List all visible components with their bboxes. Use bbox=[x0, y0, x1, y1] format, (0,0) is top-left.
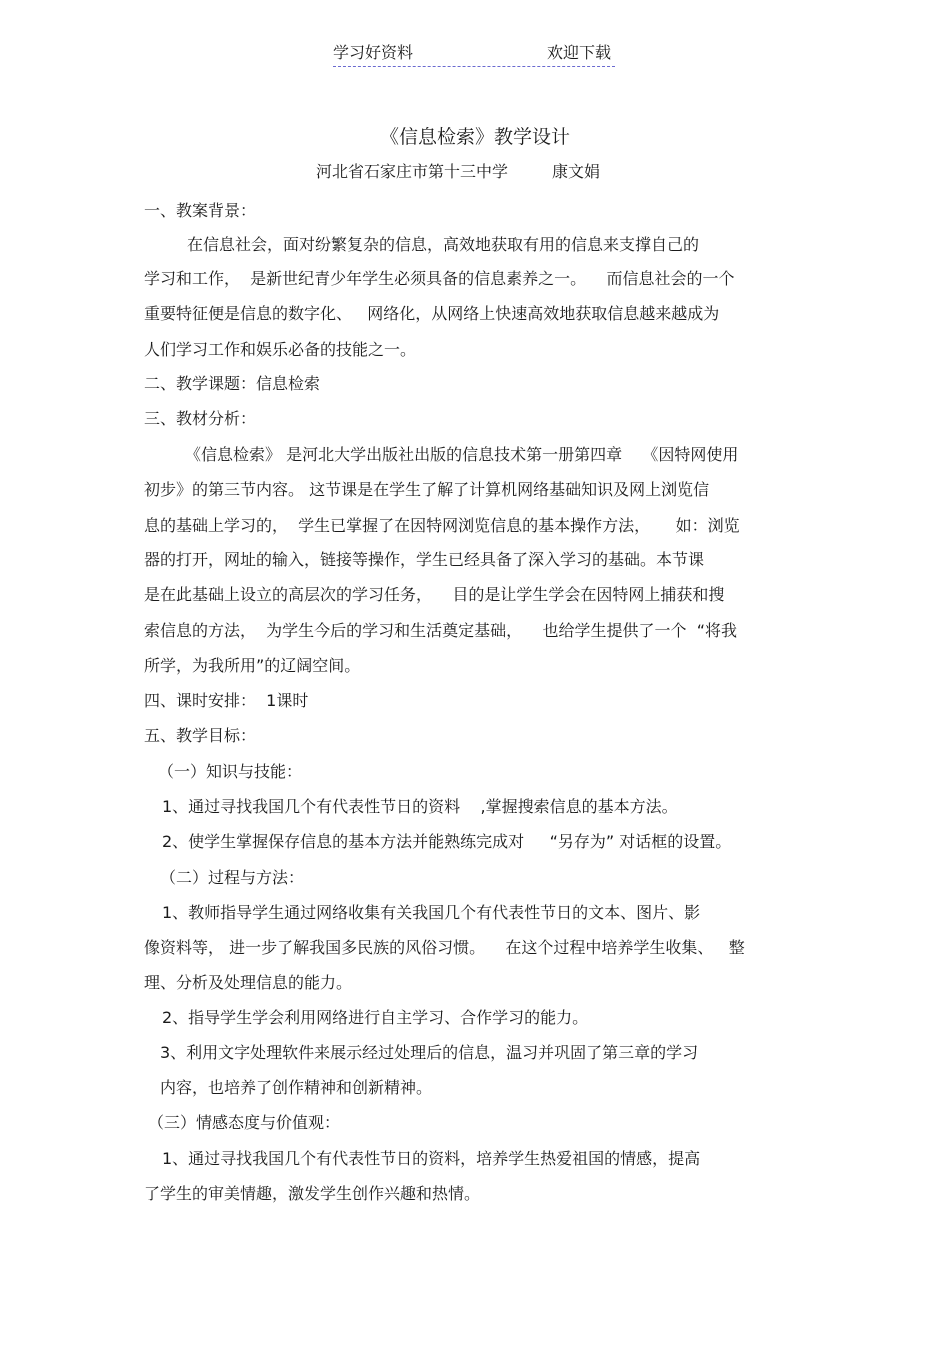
paragraph-line: 是在此基础上设立的高层次的学习任务， 目的是让学生学会在因特网上捕获和搜 bbox=[144, 585, 725, 604]
list-item: 1、通过寻找我国几个有代表性节日的资料，培养学生热爱祖国的情感，提高 bbox=[162, 1149, 701, 1168]
paragraph-line: 内容，也培养了创作精神和创新精神。 bbox=[160, 1078, 433, 1097]
author-name: 康文娟 bbox=[552, 162, 601, 181]
paragraph-line: 像资料等， 进一步了解我国多民族的风俗习惯。 在这个过程中培养学生收集、 整 bbox=[144, 938, 745, 957]
list-item: 1、教师指导学生通过网络收集有关我国几个有代表性节日的文本、图片、影 bbox=[162, 903, 701, 922]
paragraph-line: 初步》的第三节内容。 这节课是在学生了解了计算机网络基础知识及网上浏览信 bbox=[144, 480, 710, 499]
section-heading-objectives: 五、教学目标： bbox=[144, 726, 257, 745]
paragraph-line: 人们学习工作和娱乐必备的技能之一。 bbox=[144, 340, 417, 359]
list-item: 2、使学生掌握保存信息的基本方法并能熟练完成对 “另存为” 对话框的设置。 bbox=[162, 832, 732, 851]
paragraph-line: 索信息的方法， 为学生今后的学习和生活奠定基础， 也给学生提供了一个 “将我 bbox=[144, 621, 737, 640]
paragraph-line: 《信息检索》 是河北大学出版社出版的信息技术第一册第四章 《因特网使用 bbox=[185, 445, 739, 464]
paragraph-line: 重要特征便是信息的数字化、 网络化，从网络上快速高效地获取信息越来越成为 bbox=[144, 304, 720, 323]
subsection-heading: （三）情感态度与价值观： bbox=[148, 1113, 341, 1132]
page-header bbox=[333, 42, 615, 67]
header-left-text: 学习好资料 bbox=[333, 43, 414, 62]
paragraph-line: 了学生的审美情趣，激发学生创作兴趣和热情。 bbox=[144, 1184, 481, 1203]
paragraph-line: 息的基础上学习的， 学生已掌握了在因特网浏览信息的基本操作方法， 如：浏览 bbox=[144, 516, 740, 535]
list-item: 3、利用文字处理软件来展示经过处理后的信息，温习并巩固了第三章的学习 bbox=[160, 1043, 699, 1062]
section-heading-schedule: 四、课时安排： 1课时 bbox=[144, 691, 309, 710]
paragraph-line: 学习和工作， 是新世纪青少年学生必须具备的信息素养之一。 而信息社会的一个 bbox=[144, 269, 735, 288]
subsection-heading: （二）过程与方法： bbox=[160, 868, 305, 887]
paragraph-line: 理、分析及处理信息的能力。 bbox=[144, 973, 353, 992]
paragraph-line: 器的打开，网址的输入，链接等操作，学生已经具备了深入学习的基础。本节课 bbox=[144, 550, 705, 569]
document-title: 《信息检索》教学设计 bbox=[379, 126, 570, 148]
section-heading-analysis: 三、教材分析： bbox=[144, 409, 257, 428]
author-line bbox=[316, 160, 600, 184]
list-item: 1、通过寻找我国几个有代表性节日的资料 ,掌握搜索信息的基本方法。 bbox=[162, 797, 678, 816]
paragraph-line: 所学，为我所用”的辽阔空间。 bbox=[144, 656, 361, 675]
list-item: 2、指导学生学会利用网络进行自主学习、合作学习的能力。 bbox=[162, 1008, 589, 1027]
section-heading-topic: 二、教学课题：信息检索 bbox=[144, 374, 321, 393]
section-heading-background: 一、教案背景： bbox=[144, 201, 257, 220]
school-name: 河北省石家庄市第十三中学 bbox=[316, 162, 509, 181]
header-right-text: 欢迎下载 bbox=[546, 43, 611, 62]
subsection-heading: （一）知识与技能： bbox=[158, 762, 303, 781]
paragraph-line: 在信息社会，面对纷繁复杂的信息，高效地获取有用的信息来支撑自己的 bbox=[187, 235, 700, 254]
